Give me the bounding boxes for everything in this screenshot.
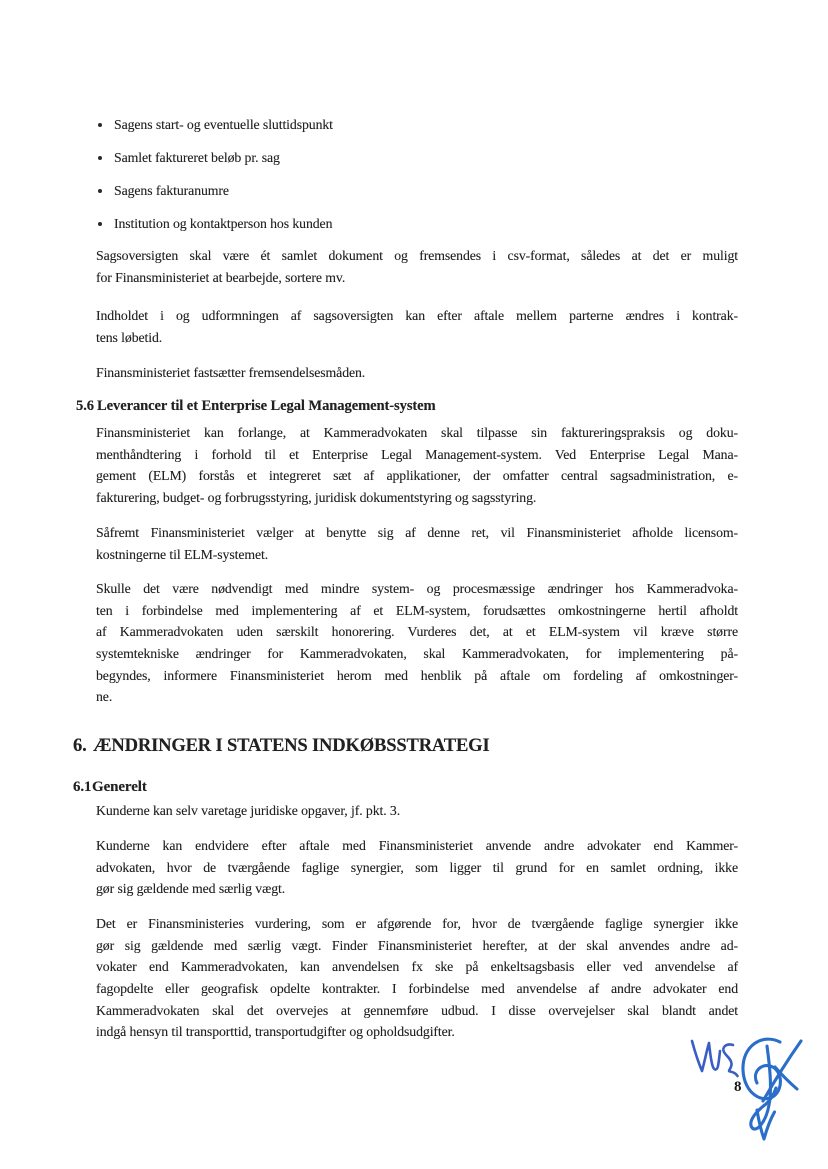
text-line: advokaten, hvor de tværgående faglige synergier, som ligger til grund for en samlet ordning, ikke (96, 859, 738, 875)
text-line: vokater end Kammeradvokaten, kan anvendelsen fx ske på enkeltsagsbasis eller ved anvendelse af (96, 959, 738, 975)
text-line: gement (ELM) forstås et integreret sæt af applikationer, der omfatter central sagsadministration, e- (96, 468, 738, 484)
text-line: af Kammeradvokaten uden særskilt honorering. Vurderes det, at et ELM-system vil kræve større (96, 624, 738, 640)
paragraph-kunderne-endvidere (96, 835, 738, 900)
text-line: Såfremt Finansministeriet vælger at benytte sig af denne ret, vil Finansministeriet afholde licensom- (96, 525, 738, 540)
section-heading-5-6 (76, 396, 436, 418)
text-line: Sagsoversigten skal være ét samlet dokument og fremsendes i csv-format, således at det er muligt (96, 248, 738, 263)
bullet-text: Institution og kontaktperson hos kunden (114, 215, 333, 231)
paragraph-sagsoversigt (96, 245, 738, 288)
section-title: Leverancer til et Enterprise Legal Management-system (97, 398, 436, 414)
text-line: ten i forbindelse med implementering af et ELM-system, forudsættes omkostningerne hertil afholdt (96, 602, 738, 618)
list-item (96, 114, 738, 136)
text-line: begyndes, informere Finansministeriet herom med henblik på aftale om fordeling af omkostninger- (96, 667, 738, 683)
bullet-dot-icon (98, 222, 102, 226)
bullet-text: Sagens fakturanumre (114, 182, 229, 198)
text-line: Kunderne kan endvidere efter aftale med Finansministeriet anvende andre advokater end Kammer- (96, 838, 738, 853)
list-item (96, 147, 738, 169)
text-line: gør sig gældende med særlig vægt. Finder Finansministeriet herefter, at der skal anvendes andre ad- (96, 937, 738, 953)
paragraph-elm-intro (96, 422, 738, 509)
text-line: gør sig gældende med særlig vægt. (96, 881, 286, 897)
bullet-text: Samlet faktureret beløb pr. sag (114, 149, 280, 165)
page-number: 8 (734, 1079, 742, 1095)
text-line: menthåndtering i forhold til et Enterprise Legal Management-system. Ved Enterprise Legal Mana- (96, 446, 738, 462)
paragraph-fremsendelse (96, 362, 738, 384)
paragraph-det-er (96, 913, 738, 1043)
paragraph-saafremt (96, 522, 738, 565)
text-line: Kunderne kan selv varetage juridiske opgaver, jf. pkt. 3. (96, 803, 401, 818)
text-line: for Finansministeriet at bearbejde, sortere mv. (96, 269, 346, 285)
section-number: 6. (73, 735, 87, 756)
text-line: fagopdelte eller geografisk opdelte kontrakter. I forbindelse med anvendelse af andre advokater end (96, 981, 738, 997)
list-item (96, 180, 738, 202)
text-line: indgå hensyn til transporttid, transportudgifter og opholdsudgifter. (96, 1024, 455, 1040)
text-line: Kammeradvokaten skal det overvejes at gennemføre udbud. I disse overvejelser skal blandt andet (96, 1002, 738, 1018)
section-number: 6.1 (73, 779, 92, 795)
text-line: fakturering, budget- og forbrugsstyring, juridisk dokumentstyring og sagsstyring. (96, 490, 537, 506)
text-line: kostningerne til ELM-systemet. (96, 546, 269, 562)
text-line: systemtekniske ændringer for Kammeradvokaten, skal Kammeradvokaten, for implementering på- (96, 646, 738, 662)
text-line: ne. (96, 689, 113, 705)
subsection-heading-6-1 (73, 777, 147, 799)
chapter-heading-6 (73, 734, 489, 758)
bullet-dot-icon (98, 123, 102, 127)
text-line: Det er Finansministeries vurdering, som er afgørende for, hvor de tværgående faglige synergier ikke (96, 916, 738, 931)
signature-initials-ms (692, 1041, 738, 1076)
paragraph-indholdet (96, 305, 738, 348)
signature-area (680, 1028, 815, 1153)
paragraph-skulle (96, 578, 738, 708)
text-line: Finansministeriet fastsætter fremsendelsesmåden. (96, 365, 366, 380)
paragraph-kunderne-selv (96, 800, 738, 822)
bullet-dot-icon (98, 156, 102, 160)
section-title: ÆNDRINGER I STATENS INDKØBSSTRATEGI (93, 735, 490, 756)
list-item (96, 213, 738, 235)
text-line: Indholdet i og udformningen af sagsoversigten kan efter aftale mellem parterne ændres i kontrak- (96, 308, 738, 323)
section-title: Generelt (92, 779, 147, 795)
text-line: Finansministeriet kan forlange, at Kammeradvokaten skal tilpasse sin faktureringspraksis og doku- (96, 425, 738, 440)
text-line: tens løbetid. (96, 329, 163, 345)
bullet-dot-icon (98, 189, 102, 193)
bullet-text: Sagens start- og eventuelle sluttidspunkt (114, 117, 333, 132)
signature-monogram (743, 1039, 801, 1139)
bullet-list (96, 114, 738, 246)
text-line: Skulle det være nødvendigt med mindre system- og procesmæssige ændringer hos Kammeradvoka- (96, 581, 738, 596)
section-number: 5.6 (76, 398, 94, 414)
